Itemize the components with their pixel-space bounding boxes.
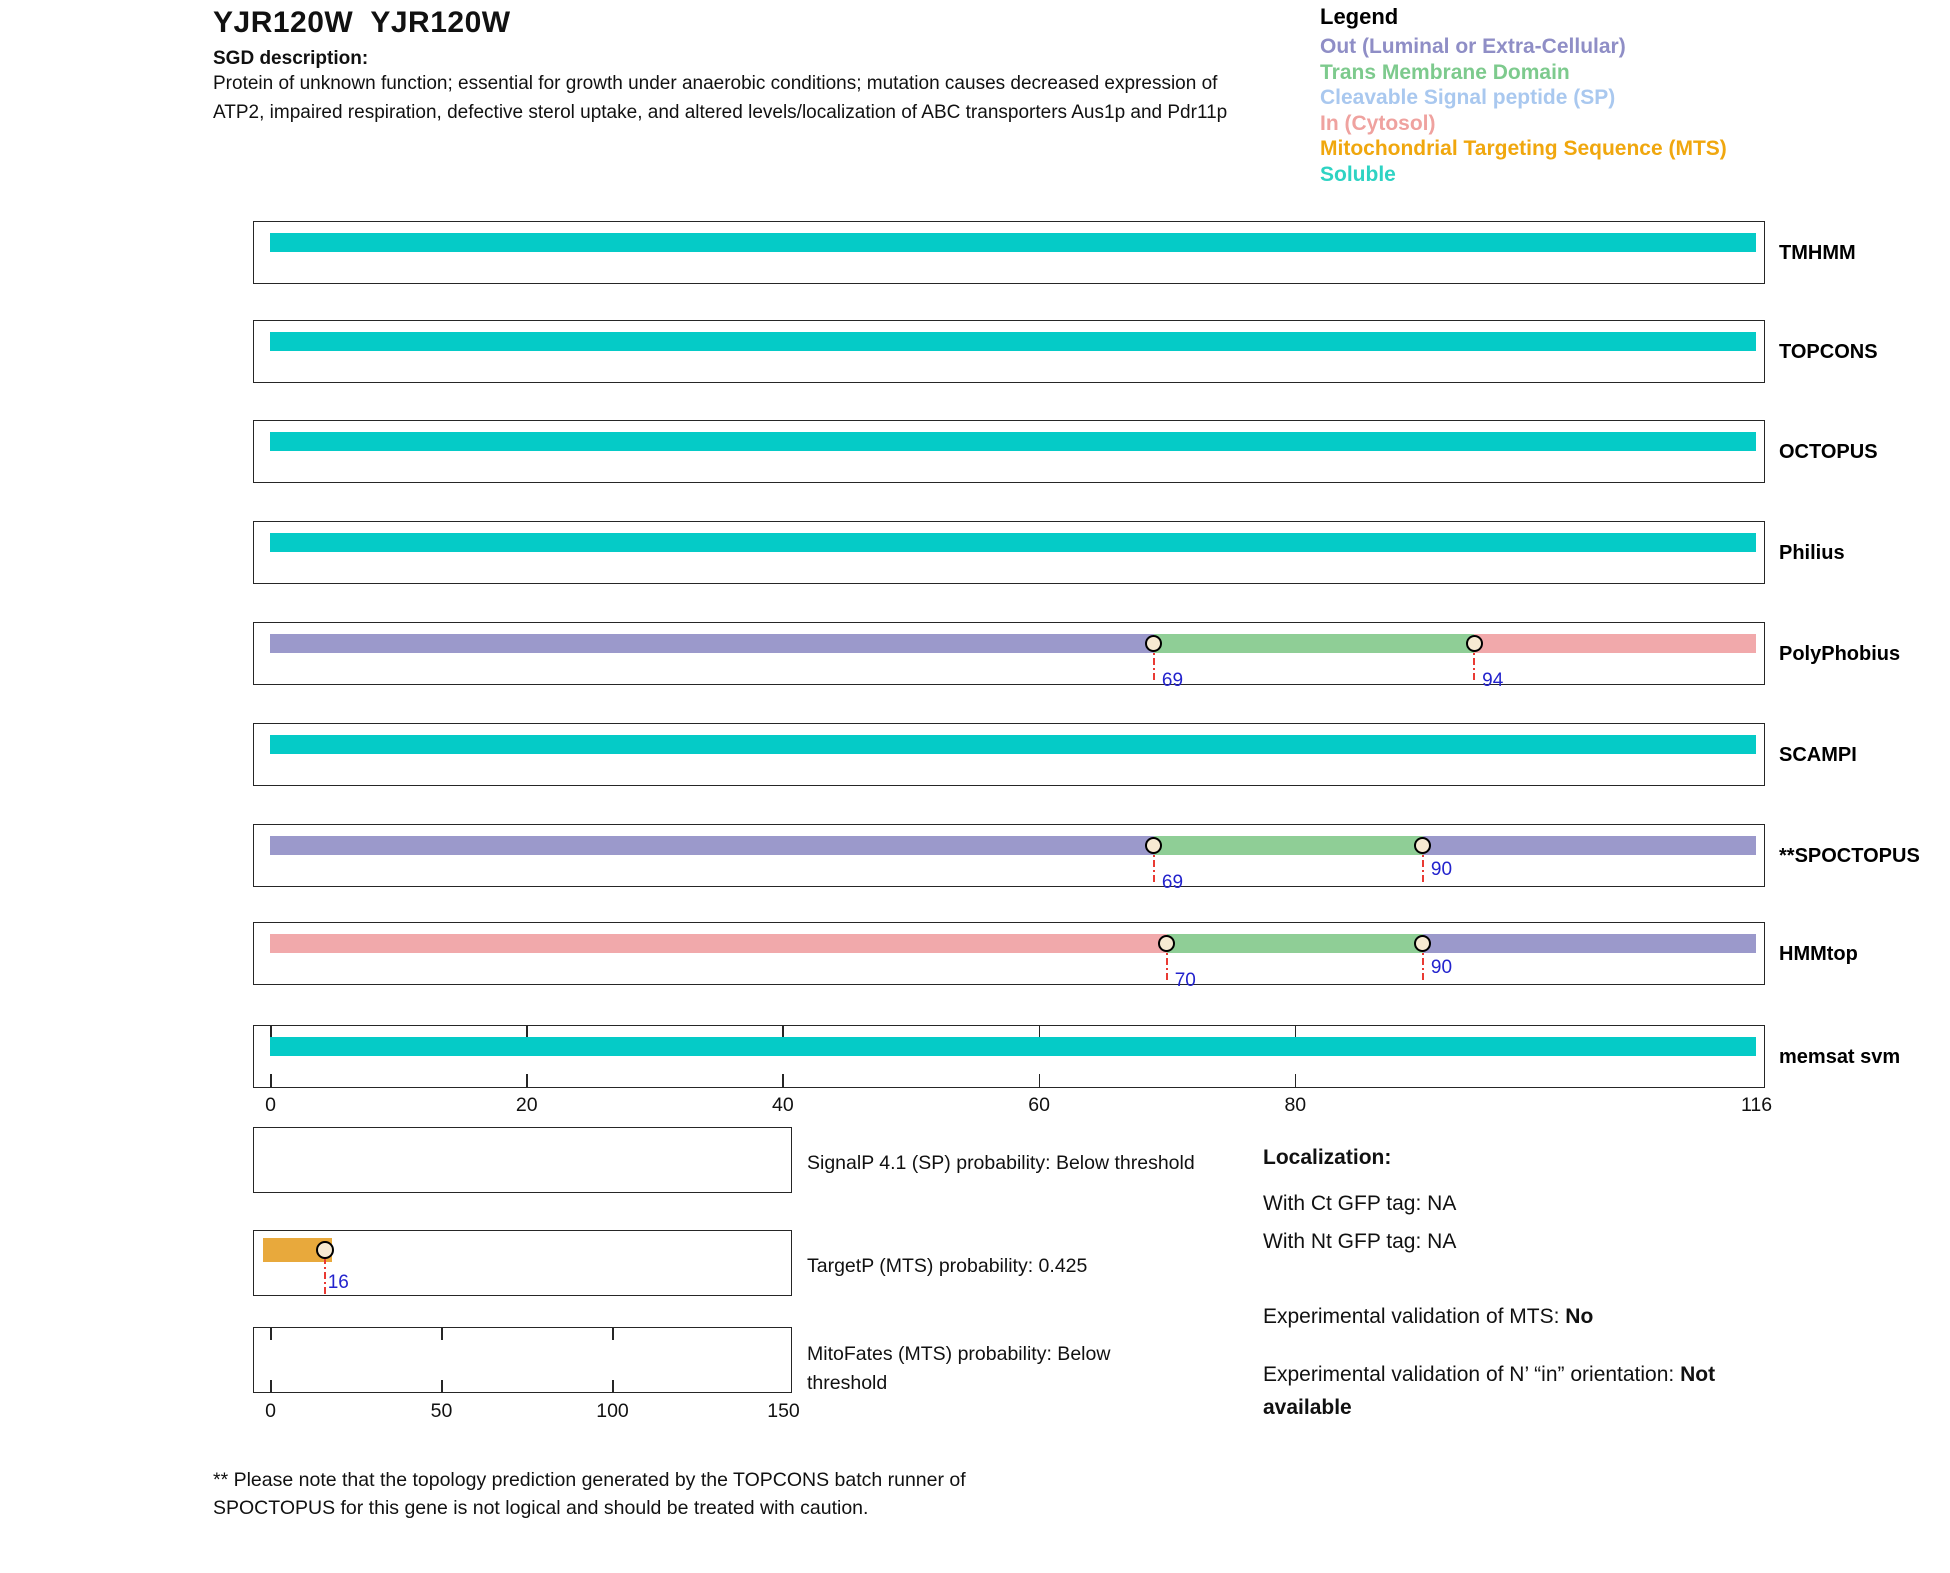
axis-tick — [270, 1380, 272, 1392]
topology-segment-soluble — [270, 432, 1756, 451]
track-plot — [253, 1025, 1765, 1088]
track-plot — [253, 521, 1765, 584]
topology-segment-out — [270, 634, 1154, 653]
boundary-line — [324, 1257, 326, 1295]
probability-label: TargetP (MTS) probability: 0.425 — [807, 1255, 1088, 1277]
axis-tick — [1039, 1074, 1041, 1087]
spoctopus-caution-footnote: ** Please note that the topology prediction generated by the TOPCONS batch runner of SPOCTOPUS for this gene is not logical and should be treated with caution. — [213, 1469, 966, 1519]
legend-title: Legend — [1320, 4, 1399, 29]
legend — [1320, 4, 1727, 187]
sgd-description-text: Protein of unknown function; essential for growth under anaerobic conditions; mutation causes decreased expression of ATP2, impaired respiration, defective sterol uptake, and altered levels/localization of ABC transporters Aus1p and Pdr11p — [213, 73, 1228, 123]
orientation-validation-value: Not available — [1263, 1363, 1716, 1419]
topology-segment-out — [1423, 934, 1756, 953]
track-label: **SPOCTOPUS — [1779, 845, 1920, 867]
topology-segment-tm — [1154, 836, 1423, 855]
boundary-position-label: 70 — [1174, 970, 1196, 991]
track-label: Philius — [1779, 542, 1845, 564]
boundary-marker — [316, 1241, 334, 1259]
mts-validation-value: No — [1565, 1305, 1594, 1328]
axis-tick-label: 0 — [265, 1400, 276, 1422]
legend-entry-in: In (Cytosol) — [1320, 111, 1436, 135]
topology-segment-tm — [1154, 634, 1474, 653]
boundary-marker — [1466, 635, 1483, 652]
boundary-position-label: 90 — [1430, 859, 1453, 880]
axis-tick-label: 20 — [515, 1094, 538, 1116]
legend-entry-mts: Mitochondrial Targeting Sequence (MTS) — [1320, 137, 1727, 160]
topology-segment-soluble — [270, 332, 1756, 351]
axis-tick — [270, 1328, 272, 1340]
legend-entries — [1320, 34, 1727, 187]
track-label: HMMtop — [1779, 943, 1858, 965]
axis-tick — [1295, 1074, 1297, 1087]
legend-entry-tm: Trans Membrane Domain — [1320, 60, 1570, 84]
axis-tick-label: 0 — [265, 1094, 276, 1116]
orientation-validation-prefix: Experimental validation of N’ “in” orientation: — [1263, 1363, 1681, 1386]
probability-label: SignalP 4.1 (SP) probability: Below threshold — [807, 1152, 1195, 1174]
axis-tick-label: 60 — [1028, 1094, 1050, 1116]
track-label: TOPCONS — [1779, 341, 1878, 363]
axis-tick-label: 116 — [1740, 1094, 1773, 1116]
probability-label: MitoFates (MTS) probability: Below threshold — [807, 1343, 1111, 1394]
axis-tick-label: 50 — [430, 1400, 453, 1422]
gfp-tag-lines — [1263, 1185, 1456, 1261]
legend-entry-soluble: Soluble — [1320, 162, 1396, 186]
sgd-description-heading: SGD description: — [213, 48, 369, 69]
axis-tick-label: 80 — [1284, 1094, 1307, 1116]
boundary-position-label: 69 — [1161, 872, 1184, 893]
axis-tick — [612, 1380, 614, 1392]
track-plot — [253, 622, 1765, 691]
topology-segment-tm — [1167, 934, 1423, 953]
localization-title: Localization: — [1263, 1146, 1392, 1169]
track-plot — [253, 320, 1765, 383]
axis-tick — [441, 1380, 443, 1392]
track-label: TMHMM — [1779, 242, 1856, 264]
legend-entry-out: Out (Luminal or Extra-Cellular) — [1320, 35, 1626, 58]
gfp-tag-line: With Nt GFP tag: NA — [1263, 1230, 1457, 1253]
track-plot — [253, 420, 1765, 483]
mts-validation-prefix: Experimental validation of MTS: — [1263, 1305, 1566, 1328]
boundary-position-label: 16 — [327, 1272, 349, 1293]
track-plot — [253, 723, 1765, 786]
track-label: SCAMPI — [1779, 744, 1857, 766]
probability-plot — [253, 1327, 792, 1393]
topology-segment-in — [1474, 634, 1756, 653]
track-plot — [253, 922, 1765, 991]
topology-segment-soluble — [270, 533, 1756, 552]
track-plot — [253, 824, 1765, 893]
page-title: YJR120W YJR120W — [213, 6, 511, 39]
probability-plot — [253, 1230, 792, 1296]
boundary-position-label: 90 — [1430, 957, 1453, 978]
mts-validation-line — [1263, 1305, 1593, 1329]
axis-tick-label: 100 — [596, 1400, 629, 1422]
topology-segment-soluble — [270, 735, 1756, 754]
topology-segment-out — [270, 836, 1154, 855]
gfp-tag-line: With Ct GFP tag: NA — [1263, 1192, 1457, 1215]
orientation-validation-line — [1263, 1358, 1763, 1424]
track-label: memsat svm — [1779, 1046, 1901, 1068]
axis-tick — [612, 1328, 614, 1340]
axis-tick-label: 150 — [767, 1400, 800, 1422]
axis-tick — [270, 1074, 272, 1087]
topology-segment-soluble — [270, 233, 1756, 252]
axis-tick — [782, 1074, 784, 1087]
legend-entry-sp: Cleavable Signal peptide (SP) — [1320, 86, 1616, 109]
axis-tick — [441, 1328, 443, 1340]
topology-segment-out — [1423, 836, 1756, 855]
axis-tick-label: 40 — [772, 1094, 794, 1116]
track-label: PolyPhobius — [1779, 643, 1901, 665]
boundary-position-label: 69 — [1161, 670, 1184, 691]
track-plot — [253, 221, 1765, 284]
boundary-position-label: 94 — [1482, 670, 1504, 691]
topology-segment-in — [270, 934, 1167, 953]
axis-tick — [526, 1074, 528, 1087]
topology-segment-soluble — [270, 1037, 1756, 1056]
track-label: OCTOPUS — [1779, 441, 1878, 463]
probability-plot — [253, 1127, 792, 1193]
